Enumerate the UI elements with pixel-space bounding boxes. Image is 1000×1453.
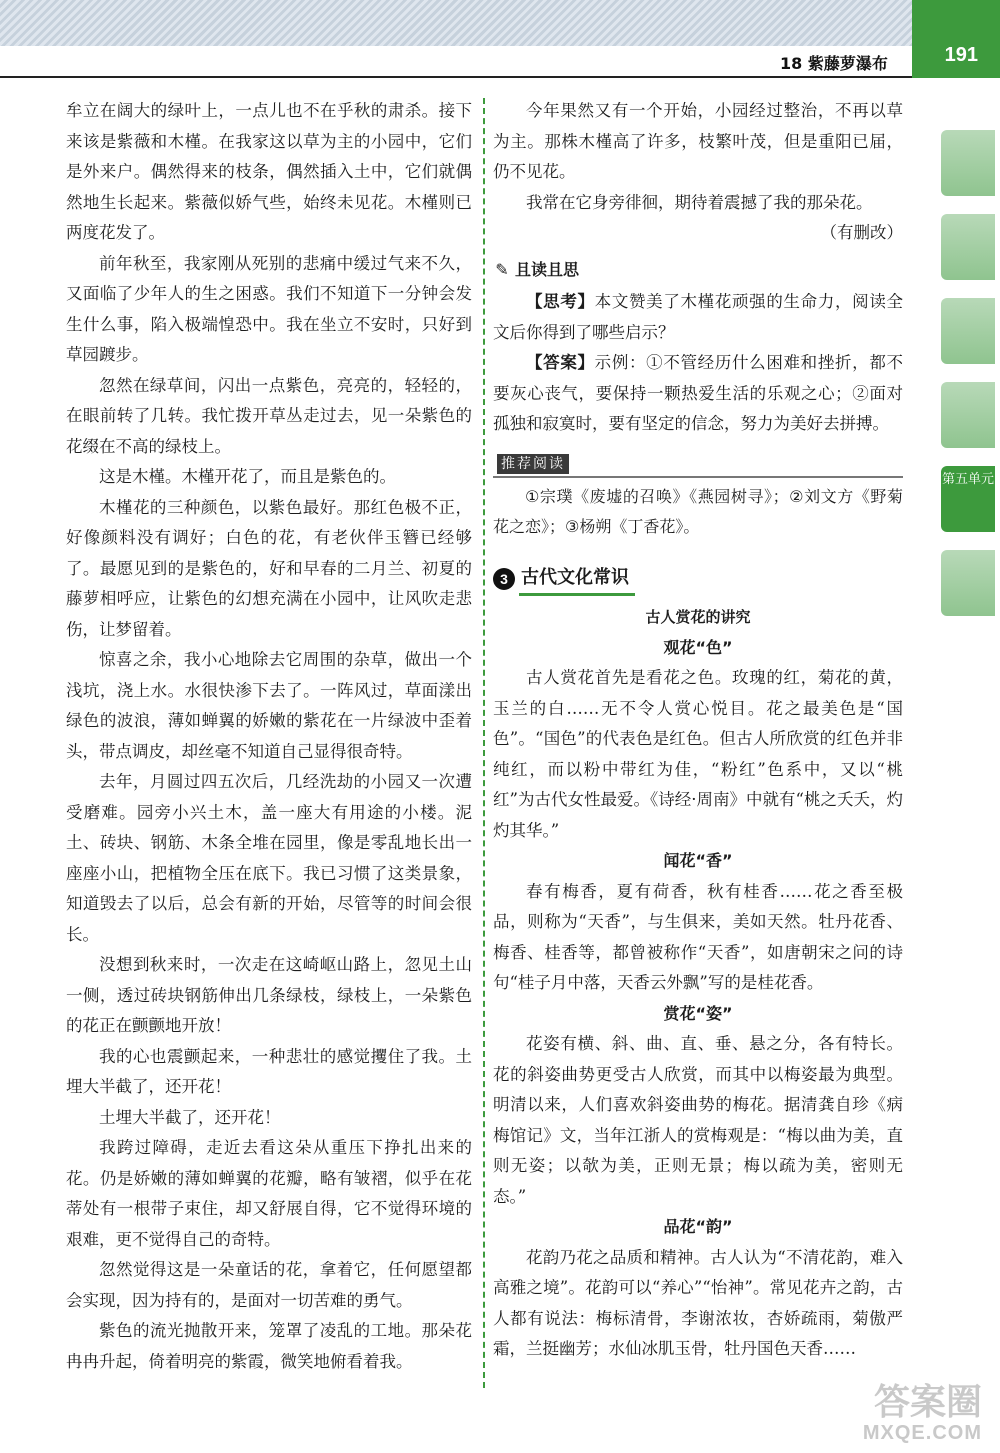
answer-label: 【答案】 bbox=[526, 353, 595, 372]
watermark-logo bbox=[822, 1382, 982, 1445]
answer-paragraph bbox=[493, 348, 903, 440]
culture-number-badge: 3 bbox=[493, 568, 515, 590]
reading-section-heading bbox=[493, 255, 903, 286]
right-paragraph-1: 今年果然又有一个开始，小园经过整治，不再以草为主。那株木槿高了许多，枝繁叶茂，但是重阳已届，仍不见花。 bbox=[493, 101, 903, 181]
side-tab-3[interactable] bbox=[941, 298, 995, 364]
left-paragraph-13: 紫色的流光抛散开来，笼罩了凌乱的工地。那朵花冉冉升起，倚着明亮的紫霞，微笑地俯看着我。 bbox=[66, 1321, 472, 1371]
right-column bbox=[493, 96, 903, 1365]
right-paragraph-2: 我常在它身旁徘徊，期待着震撼了我的那朵花。 bbox=[526, 192, 873, 212]
answer-text: 示例：①不管经历什么困难和挫折，都不要灰心丧气，要保持一颗热爱生活的乐观之心；②面对孤独和寂寞时，要有坚定的信念，努力为美好去拼搏。 bbox=[493, 353, 904, 433]
recommend-text: ①宗璞《废墟的召唤》《燕园树寻》；②刘文方《野菊花之恋》；③杨朔《丁香花》。 bbox=[493, 486, 903, 536]
section-text-color: 古人赏花首先是看花之色。玫瑰的红，菊花的黄，玉兰的白……无不令人赏心悦目。花之最美色是“国色”。“国色”的代表色是红色。但古人所欣赏的红色并非纯红，而以粉中带红为佳，“粉红”色系中，又以“桃红”为古代女性最爱。《诗经·周南》中就有“桃之夭夭，灼灼其华。” bbox=[493, 668, 903, 840]
culture-subtitle: 古人赏花的讲究 bbox=[645, 608, 751, 626]
left-column bbox=[66, 96, 472, 1377]
recommend-bar bbox=[493, 454, 903, 478]
watermark-url: MXQE.COM bbox=[862, 1422, 982, 1444]
page-number: 191 bbox=[944, 44, 978, 66]
edit-note: （有删改） bbox=[820, 223, 903, 242]
left-paragraph-1: 牟立在阔大的绿叶上，一点儿也不在乎秋的肃杀。接下来该是紫薇和木槿。在我家这以草为主的小园中，它们是外来户。偶然得来的枝条，偶然插入土中，它们就偶然地生长起来。紫薇似娇气些，始终未见花。木槿则已两度花发了。 bbox=[66, 101, 472, 242]
side-tab-active[interactable]: 第五单元 bbox=[941, 466, 995, 532]
left-paragraph-3: 忽然在绿草间，闪出一点紫色，亮亮的，轻轻的，在眼前转了几转。我忙拨开草丛走过去，见一朵紫色的花缀在不高的绿枝上。 bbox=[66, 375, 472, 456]
watermark-main: 答案圈 bbox=[873, 1381, 982, 1422]
culture-heading bbox=[493, 563, 903, 597]
question-label: 【思考】 bbox=[526, 292, 595, 311]
header-rule bbox=[0, 76, 912, 78]
chapter-title: 18 紫藤萝瀑布 bbox=[780, 54, 888, 73]
left-paragraph-10: 土埋大半截了，还开花！ bbox=[99, 1107, 281, 1127]
header-pattern-band bbox=[0, 0, 1000, 46]
left-paragraph-8: 没想到秋来时，一次走在这崎岖山路上，忽见土山一侧，透过砖块钢筋伸出几条绿枝，绿枝上，一朵紫色的花正在颤颤地开放！ bbox=[66, 955, 472, 1035]
recommend-label: 推荐阅读 bbox=[497, 454, 569, 474]
culture-title: 古代文化常识 bbox=[519, 563, 635, 597]
section-heading-charm: 品花“韵” bbox=[663, 1217, 733, 1236]
left-paragraph-11: 我跨过障碍，走近去看这朵从重压下挣扎出来的花。仍是娇嫩的薄如蝉翼的花瓣，略有皱褶，似乎在花蒂处有一根带子束住，却又舒展自得，它不觉得环境的艰难，更不觉得自己的奇特。 bbox=[66, 1138, 472, 1249]
section-text-charm: 花韵乃花之品质和精神。古人认为“不清花韵，难入高雅之境”。花韵可以“养心”“怡神”。常见花卉之韵，古人都有说法：梅标清骨，李谢浓妆，杏娇疏雨，菊傲严霜，兰挺幽芳；水仙冰肌玉骨，牡丹国色天香…… bbox=[493, 1247, 903, 1358]
side-tab-2[interactable] bbox=[941, 214, 995, 280]
left-paragraph-6: 惊喜之余，我小心地除去它周围的杂草，做出一个浅坑，浇上水。水很快渗下去了。一阵风过，草面漾出绿色的波浪，薄如蝉翼的娇嫩的紫花在一片绿波中歪着头，带点调皮，却丝毫不知道自己显得很奇特。 bbox=[66, 650, 472, 761]
column-divider bbox=[483, 98, 485, 1388]
pencil-icon: ✎ bbox=[495, 259, 509, 279]
left-paragraph-5: 木槿花的三种颜色，以紫色最好。那红色极不正，好像颜料没有调好；白色的花，有老伙伴玉簪已经够了。最愿见到的是紫色的，好和早春的二月兰、初夏的藤萝相呼应，让紫色的幻想充满在小园中，让风吹走悲伤，让梦留着。 bbox=[66, 497, 472, 639]
question-paragraph bbox=[493, 287, 903, 348]
section-heading-fragrance: 闻花“香” bbox=[663, 851, 733, 870]
question-text: 本文赞美了木槿花顽强的生命力，阅读全文后你得到了哪些启示？ bbox=[493, 292, 904, 342]
left-paragraph-7: 去年，月圆过四五次后，几经洗劫的小园又一次遭受磨难。园旁小兴土木，盖一座大有用途的小楼。泥土、砖块、钢筋、木条全堆在园里，像是零乱地长出一座座小山，把植物全压在底下。我已习惯了这类景象，知道毁去了以后，总会有新的开始，尽管等的时间会很长。 bbox=[66, 772, 472, 944]
section-heading-posture: 赏花“姿” bbox=[663, 1003, 733, 1023]
side-tab-4[interactable] bbox=[941, 382, 995, 448]
left-paragraph-9: 我的心也震颤起来，一种悲壮的感觉攫住了我。土埋大半截了，还开花！ bbox=[66, 1046, 472, 1096]
section-text-posture: 花姿有横、斜、曲、直、垂、悬之分，各有特长。花的斜姿曲势更受古人欣赏，而其中以梅姿最为典型。明清以来，人们喜欢斜姿曲势的梅花。据清龚自珍《病梅馆记》文，当年江浙人的赏梅观是：“梅以曲为美，直则无姿；以欹为美，正则无景；梅以疏为美，密则无态。” bbox=[493, 1034, 903, 1206]
section-heading-color: 观花“色” bbox=[663, 637, 733, 657]
reading-section-title: 且读且思 bbox=[515, 259, 580, 279]
unit-side-tabs bbox=[941, 130, 995, 634]
left-paragraph-12: 忽然觉得这是一朵童话的花，拿着它，任何愿望都会实现，因为持有的，是面对一切苦难的勇气。 bbox=[66, 1260, 472, 1310]
left-paragraph-2: 前年秋至，我家刚从死别的悲痛中缓过气来不久，又面临了少年人的生之困惑。我们不知道下一分钟会发生什么事，陷入极端惶恐中。我在坐立不安时，只好到草园踱步。 bbox=[66, 253, 472, 364]
side-tab-6[interactable] bbox=[941, 550, 995, 616]
side-tab-1[interactable] bbox=[941, 130, 995, 196]
section-text-fragrance: 春有梅香，夏有荷香，秋有桂香……花之香至极品，则称为“天香”，与生俱来，美如天然。牡丹花香、梅香、桂香等，都曾被称作“天香”，如唐朝宋之问的诗句“桂子月中落，天香云外飘”写的是桂花香。 bbox=[493, 881, 903, 992]
left-paragraph-4: 这是木槿。木槿开花了，而且是紫色的。 bbox=[99, 467, 396, 486]
